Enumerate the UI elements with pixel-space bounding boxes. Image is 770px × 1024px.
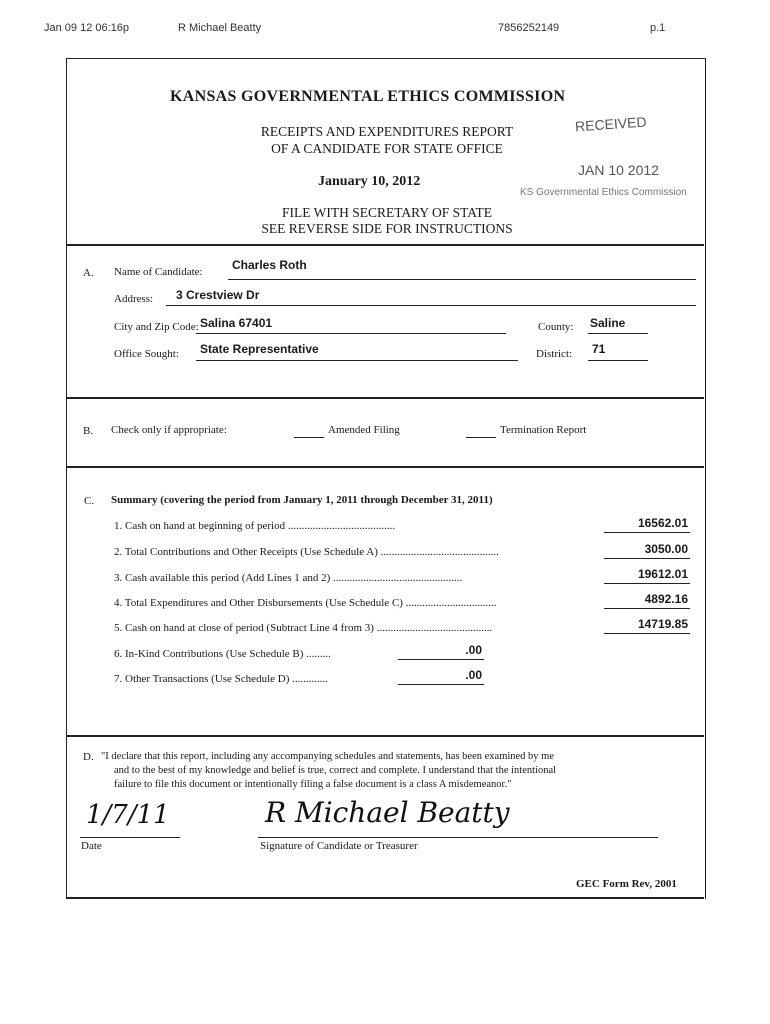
section-a-letter: A.: [83, 267, 94, 279]
fax-sender: R Michael Beatty: [178, 22, 262, 34]
section-c-letter: C.: [84, 495, 95, 507]
summary-line-6-rule: [398, 659, 484, 660]
commission-title: KANSAS GOVERNMENTAL ETHICS COMMISSION: [170, 88, 566, 105]
county-label: County:: [538, 321, 574, 333]
summary-line-1-rule: [604, 532, 690, 533]
section-d-letter: D.: [83, 751, 94, 763]
office-line: [196, 360, 518, 361]
summary-line-5-label: 5. Cash on hand at close of period (Subtract Line 4 from 3) ..........................................: [114, 622, 493, 634]
see-reverse: SEE REVERSE SIDE FOR INSTRUCTIONS: [261, 221, 513, 236]
summary-line-5-rule: [604, 633, 690, 634]
office-value: State Representative: [200, 342, 319, 356]
name-line: [228, 279, 696, 280]
fax-datetime: Jan 09 12 06:16p: [44, 22, 130, 34]
name-value: Charles Roth: [232, 258, 307, 272]
received-stamp: RECEIVED: [574, 113, 648, 135]
date-line: [80, 837, 180, 838]
city-value: Salina 67401: [200, 316, 273, 330]
date-handwritten: 1/7/11: [86, 800, 170, 830]
county-line: [588, 333, 648, 334]
received-stamp-date: JAN 10 2012: [578, 162, 659, 178]
summary-line-3-amount: 19612.01: [637, 567, 688, 581]
report-title-1: RECEIPTS AND EXPENDITURES REPORT: [260, 124, 514, 139]
divider-b: [67, 397, 704, 399]
form-number: GEC Form Rev, 2001: [576, 878, 677, 890]
city-line: [196, 333, 506, 334]
summary-line-7-amount: .00: [465, 668, 482, 682]
summary-line-4-rule: [604, 608, 690, 609]
check-label: Check only if appropriate:: [111, 424, 227, 436]
summary-line-5-amount: 14719.85: [637, 617, 688, 631]
signature: R Michael Beatty: [265, 796, 510, 829]
summary-line-7-label: 7. Other Transactions (Use Schedule D) .............: [114, 673, 328, 685]
signature-line: [258, 837, 658, 838]
divider-c: [67, 466, 704, 468]
divider-d: [67, 735, 704, 737]
file-with: FILE WITH SECRETARY OF STATE: [281, 205, 493, 220]
signature-label: Signature of Candidate or Treasurer: [260, 840, 418, 852]
report-date: January 10, 2012: [318, 174, 421, 189]
termination-checkbox-line[interactable]: [466, 437, 496, 438]
report-title-2: OF A CANDIDATE FOR STATE OFFICE: [271, 141, 503, 156]
declaration-line-2: and to the best of my knowledge and belief is true, correct and complete. I understand that the intentional: [114, 765, 557, 776]
city-label: City and Zip Code:: [114, 321, 199, 333]
name-label: Name of Candidate:: [114, 266, 203, 278]
summary-line-2-rule: [604, 558, 690, 559]
summary-line-3-label: 3. Cash available this period (Add Lines 1 and 2) ...............................................: [114, 572, 463, 584]
summary-line-2-label: 2. Total Contributions and Other Receipts (Use Schedule A) ...........................................: [114, 546, 499, 558]
summary-line-7-rule: [398, 684, 484, 685]
summary-line-6-amount: .00: [465, 643, 482, 657]
amended-filing-label: Amended Filing: [328, 424, 400, 436]
form-bottom-border: [67, 897, 704, 899]
summary-heading: Summary (covering the period from January 1, 2011 through December 31, 2011): [111, 494, 493, 506]
district-label: District:: [536, 348, 573, 360]
received-stamp-agency: KS Governmental Ethics Commission: [520, 187, 687, 198]
summary-line-1-amount: 16562.01: [637, 516, 688, 530]
address-value: 3 Crestview Dr: [176, 288, 260, 302]
date-label: Date: [81, 840, 102, 852]
declaration-line-1: "I declare that this report, including any accompanying schedules and statements, has been examined by me: [101, 751, 555, 762]
county-value: Saline: [590, 316, 626, 330]
termination-report-label: Termination Report: [500, 424, 587, 436]
fax-page: p.1: [650, 22, 666, 34]
fax-phone: 7856252149: [498, 22, 560, 34]
district-value: 71: [592, 342, 606, 356]
summary-line-3-rule: [604, 583, 690, 584]
office-label: Office Sought:: [114, 348, 179, 360]
summary-line-2-amount: 3050.00: [644, 542, 688, 556]
divider-a: [67, 244, 704, 246]
declaration-line-3: failure to file this document or intentionally filing a false document is a class A misdemeanor.": [114, 779, 512, 790]
summary-line-4-label: 4. Total Expenditures and Other Disbursements (Use Schedule C) .................................: [114, 597, 497, 609]
summary-line-1-label: 1. Cash on hand at beginning of period .......................................: [114, 520, 396, 532]
address-line: [166, 305, 696, 306]
address-label: Address:: [114, 293, 154, 305]
amended-checkbox-line[interactable]: [294, 437, 324, 438]
district-line: [588, 360, 648, 361]
section-b-letter: B.: [83, 425, 94, 437]
summary-line-6-label: 6. In-Kind Contributions (Use Schedule B) .........: [114, 648, 331, 660]
summary-line-4-amount: 4892.16: [644, 592, 688, 606]
